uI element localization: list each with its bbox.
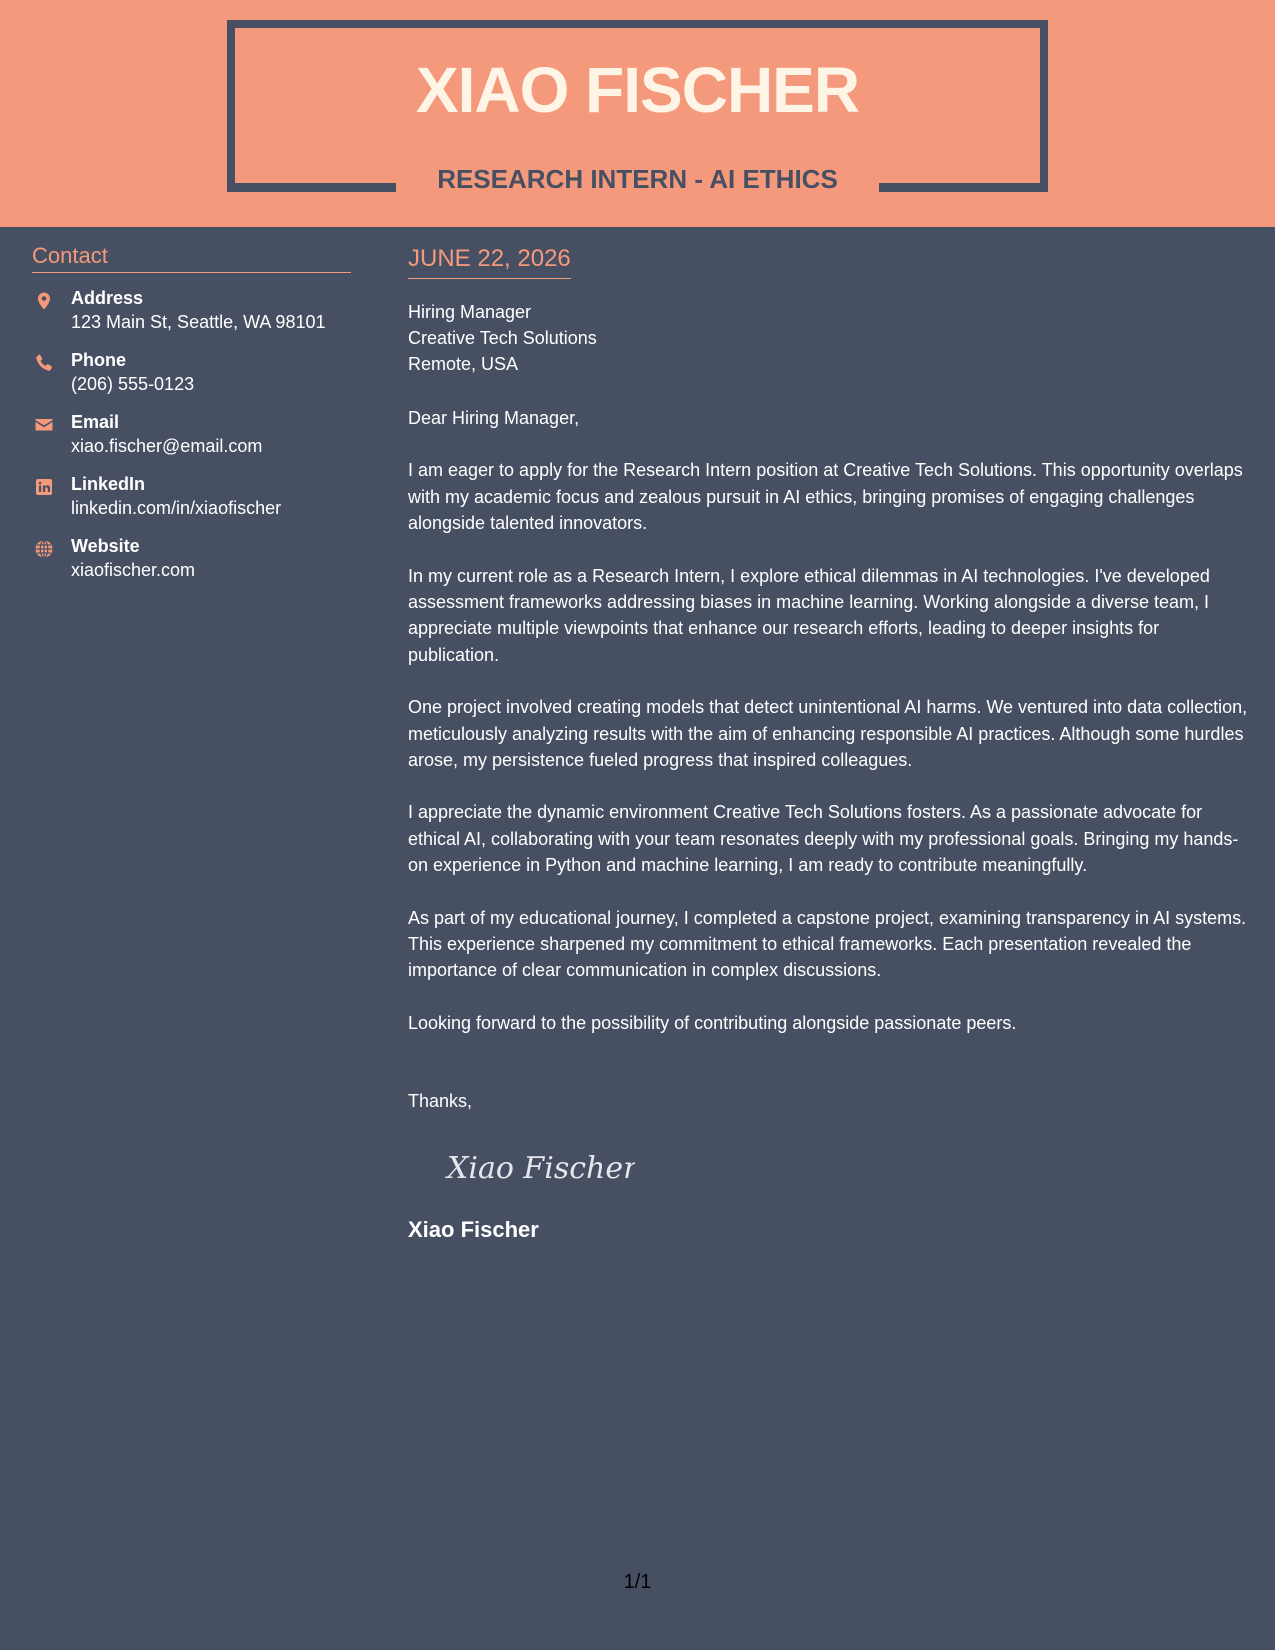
contact-address [32,287,351,335]
recipient-line: Remote, USA [408,354,519,375]
contact-heading: Contact [32,244,351,273]
contact-label: Website [71,536,140,557]
linkedin-icon [34,477,54,497]
page-number: 1/1 [623,1571,652,1593]
contact-website [32,535,351,583]
map-pin-icon [34,291,54,311]
signer-name: Xiao Fischer [408,1217,539,1243]
signature-text: Xiao Fischer [447,1151,635,1187]
website-value[interactable]: xiaofischer.com [71,560,196,581]
contact-label: Email [71,412,120,433]
letter-paragraph: Looking forward to the possibility of contributing alongside passionate peers. [408,1012,1017,1033]
recipient-line: Hiring Manager [408,302,532,323]
letter-date: JUNE 22, 2026 [408,246,571,279]
letter-paragraph: I appreciate the dynamic environment Creative Tech Solutions fosters. As a passionate advocate for ethical AI, collaborating with your team resonates deeply with my professional goals. Bringing my hands-on experience in Python and machine learning, I am ready to contribute meaningfully. [408,802,1239,876]
contact-label: Phone [71,350,127,371]
contact-phone [32,349,351,397]
email-value[interactable]: xiao.fischer@email.com [71,436,263,457]
globe-icon [34,539,54,559]
contact-sidebar [32,244,351,583]
phone-icon [34,353,54,373]
linkedin-value[interactable]: linkedin.com/in/xiaofischer [71,498,282,519]
contact-label: LinkedIn [71,474,146,495]
address-value: 123 Main St, Seattle, WA 98101 [71,312,326,333]
job-title: RESEARCH INTERN - AI ETHICS [437,164,838,194]
salutation: Dear Hiring Manager, [408,408,580,429]
header-frame-bottom-right [879,183,1048,192]
applicant-name: XIAO FISCHER [415,54,860,126]
letter-body [408,246,1248,1243]
contact-linkedin [32,473,351,521]
envelope-icon [34,415,54,435]
handwritten-signature [445,1142,635,1190]
letter-paragraph: I am eager to apply for the Research Intern position at Creative Tech Solutions. This opportunity overlaps with my academic focus and zealous pursuit in AI ethics, bringing promises of engaging challenges alongside talented innovators. [408,460,1243,534]
header-frame-top [227,20,1048,28]
letter-paragraph: In my current role as a Research Intern, I explore ethical dilemmas in AI technologies. I've developed assessment frameworks addressing biases in machine learning. Working alongside a diverse team, I appreciate multiple viewpoints that enhance our research efforts, leading to deeper insights for publication. [408,565,1210,665]
header-banner [0,0,1275,227]
header-frame-right [1040,20,1048,192]
contact-email [32,411,351,459]
recipient-line: Creative Tech Solutions [408,328,597,349]
closing: Thanks, [408,1091,473,1112]
contact-label: Address [71,288,144,309]
recipient-block [408,299,1248,377]
header-frame-bottom-left [227,183,396,192]
letter-paragraph: As part of my educational journey, I completed a capstone project, examining transparency in AI systems. This experience sharpened my commitment to ethical frameworks. Each presentation revealed the importance of clear communication in complex discussions. [408,907,1247,981]
phone-value: (206) 555-0123 [71,374,195,395]
header-frame-left [227,20,235,192]
letter-paragraph: One project involved creating models that detect unintentional AI harms. We ventured into data collection, meticulously analyzing results with the aim of enhancing responsible AI practices. Although some hurdles arose, my persistence fueled progress that inspired colleagues. [408,697,1248,771]
